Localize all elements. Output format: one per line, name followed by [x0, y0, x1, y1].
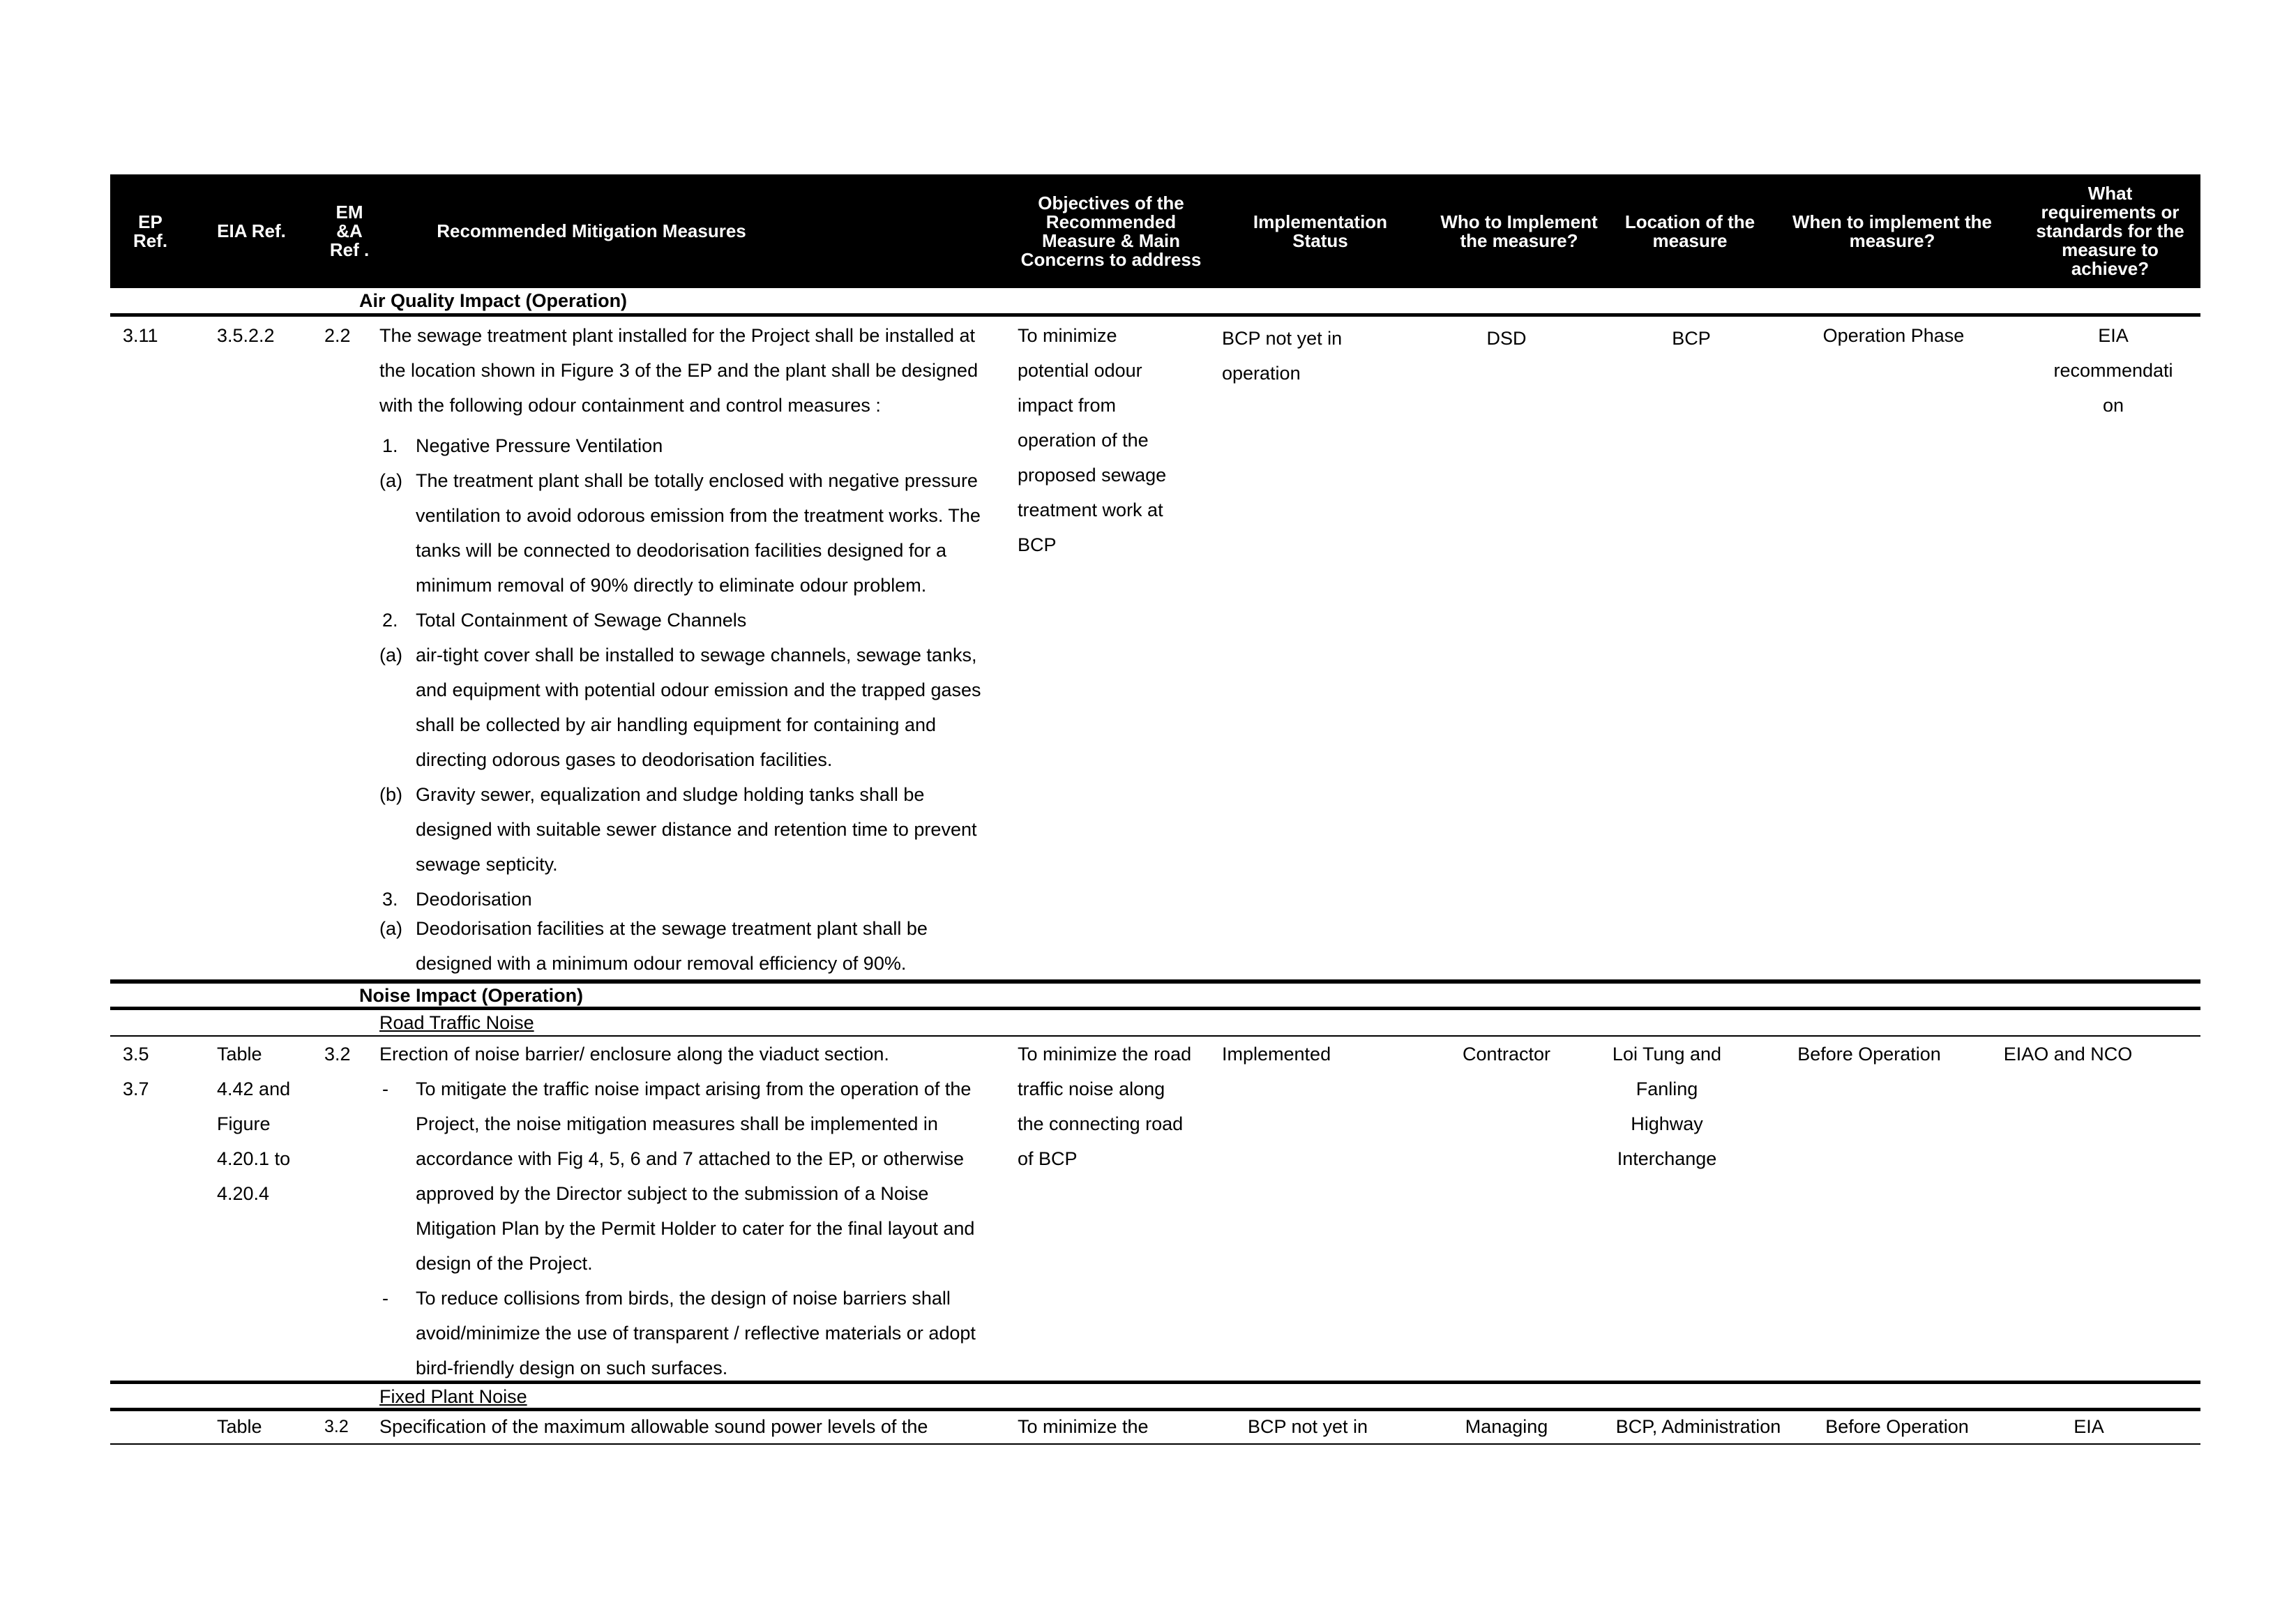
list-item	[416, 911, 928, 981]
fixed-measure: Specification of the maximum allowable sound power levels of the	[379, 1416, 928, 1437]
fixed-requirements: EIA	[2074, 1416, 2104, 1437]
text-line: avoid/minimize the use of transparent / reflective materials or adopt	[416, 1323, 976, 1344]
text-line: ventilation to avoid odorous emission from the treatment works. The	[416, 505, 981, 526]
subsection-fixed-plant-noise: Fixed Plant Noise	[379, 1386, 527, 1407]
text-line: 4.20.4	[217, 1183, 270, 1204]
list-item	[416, 463, 981, 603]
air-ep-ref: 3.11	[123, 325, 158, 346]
noise-ema-ref: 3.2	[324, 1044, 351, 1065]
noise-measure-intro: Erection of noise barrier/ enclosure along the viaduct section.	[379, 1044, 889, 1065]
text-line: air-tight cover shall be installed to sewage channels, sewage tanks,	[416, 645, 977, 666]
fixed-location: BCP, Administration	[1615, 1416, 1781, 1437]
header-eia-ref: EIA Ref.	[217, 220, 286, 241]
text-line: Negative Pressure Ventilation	[416, 435, 663, 456]
text-line: Mitigation Plan by the Permit Holder to cater for the final layout and	[416, 1218, 975, 1239]
text-line: Highway	[1631, 1113, 1703, 1134]
text-line: minimum removal of 90% directly to eliminate odour problem.	[416, 575, 927, 596]
text-line: The treatment plant shall be totally enclosed with negative pressure	[416, 470, 978, 491]
row-rule	[110, 1381, 2200, 1384]
text-line: 4.20.1 to	[217, 1148, 291, 1169]
noise-location	[1597, 1037, 1737, 1176]
text-line: treatment work at	[1018, 499, 1163, 520]
text-line: designed with suitable sewer distance and retention time to prevent	[416, 819, 977, 840]
text-line: Figure	[217, 1113, 271, 1134]
noise-status: Implemented	[1222, 1044, 1331, 1065]
text-line: approved by the Director subject to the submission of a Noise	[416, 1183, 929, 1204]
list-item	[416, 1072, 974, 1281]
text-line: proposed sewage	[1018, 465, 1167, 486]
text-line: the connecting road	[1018, 1113, 1184, 1134]
air-location: BCP	[1672, 328, 1711, 349]
header-objectives	[1010, 174, 1212, 288]
list-item	[416, 777, 976, 882]
list-marker: (a)	[379, 470, 402, 491]
air-eia-ref: 3.5.2.2	[217, 325, 275, 346]
text-line: To mitigate the traffic noise impact arising from the operation of the	[416, 1078, 972, 1099]
text-line: To minimize the road	[1018, 1044, 1192, 1065]
text-line: Loi Tung and	[1612, 1044, 1722, 1065]
fixed-status: BCP not yet in	[1247, 1416, 1368, 1437]
header-text: Location of the measure	[1624, 211, 1755, 251]
list-item	[416, 428, 663, 463]
text-line: and equipment with potential odour emission and the trapped gases	[416, 679, 981, 700]
text-line: accordance with Fig 4, 5, 6 and 7 attached to the EP, or otherwise	[416, 1148, 964, 1169]
header-ema-ref	[318, 174, 381, 288]
list-marker: (a)	[379, 918, 402, 939]
bullet-marker: -	[382, 1078, 388, 1099]
text-line: Deodorisation	[416, 889, 532, 910]
text-line: 3.5	[123, 1044, 149, 1065]
noise-requirements: EIAO and NCO	[2003, 1044, 2133, 1065]
text-line: Gravity sewer, equalization and sludge holding tanks shall be	[416, 784, 925, 805]
section-title-noise: Noise Impact (Operation)	[359, 985, 584, 1006]
list-item	[416, 603, 746, 638]
noise-objectives	[1018, 1037, 1191, 1176]
text-line: with the following odour containment and control measures :	[379, 395, 881, 416]
list-marker: (a)	[379, 645, 402, 666]
text-line: the location shown in Figure 3 of the EP and the plant shall be designed	[379, 360, 979, 381]
air-when: Operation Phase	[1822, 325, 1965, 346]
list-marker: (b)	[379, 784, 402, 805]
header-text: When to implement the measure?	[1792, 211, 1992, 251]
text-line: traffic noise along	[1018, 1078, 1165, 1099]
text-line: 3.7	[123, 1078, 149, 1099]
text-line: recommendati	[2053, 360, 2173, 381]
text-line: To minimize	[1018, 325, 1117, 346]
header-text: Who to Implement the measure?	[1440, 211, 1598, 251]
header-text: EM &A Ref .	[329, 202, 370, 260]
table-header	[110, 174, 2200, 288]
text-line: BCP not yet in	[1222, 328, 1343, 349]
text-line: To reduce collisions from birds, the design of noise barriers shall	[416, 1288, 951, 1309]
header-requirements	[2021, 174, 2199, 288]
header-text: What requirements or standards for the measure to achieve?	[2036, 183, 2184, 279]
list-marker: 1.	[382, 435, 398, 456]
air-who: DSD	[1486, 328, 1527, 349]
fixed-who: Managing	[1465, 1416, 1548, 1437]
text-line: sewage septicity.	[416, 854, 558, 875]
header-ep-ref	[117, 174, 183, 288]
fixed-when: Before Operation	[1825, 1416, 1969, 1437]
section-rule	[110, 313, 2200, 317]
header-status	[1216, 174, 1425, 288]
header-text: Implementation Status	[1253, 211, 1388, 251]
air-ema-ref: 2.2	[324, 325, 351, 346]
text-line: operation	[1222, 363, 1301, 384]
list-item	[416, 1281, 976, 1385]
header-text: EP Ref.	[133, 211, 168, 251]
bullet-marker: -	[382, 1288, 388, 1309]
fixed-objectives: To minimize the	[1018, 1416, 1149, 1437]
fixed-eia-ref: Table	[217, 1416, 262, 1437]
header-who	[1421, 174, 1617, 288]
air-measure-intro	[379, 318, 1007, 423]
text-line: BCP	[1018, 534, 1057, 555]
fixed-ema-ref: 3.2	[324, 1417, 349, 1436]
text-line: 4.42 and	[217, 1078, 291, 1099]
row-rule	[110, 1443, 2200, 1445]
air-objectives	[1018, 318, 1166, 562]
text-line: operation of the	[1018, 430, 1149, 451]
text-line: Interchange	[1617, 1148, 1717, 1169]
noise-who: Contractor	[1462, 1044, 1551, 1065]
air-status	[1222, 321, 1342, 391]
section-rule	[110, 1007, 2200, 1010]
text-line: designed with a minimum odour removal efficiency of 90%.	[416, 953, 907, 974]
header-location	[1603, 174, 1777, 288]
text-line: directing odorous gases to deodorisation facilities.	[416, 749, 833, 770]
text-line: bird-friendly design on such surfaces.	[416, 1358, 728, 1378]
air-requirements	[2044, 318, 2183, 423]
noise-ep-ref	[123, 1037, 149, 1106]
list-marker: 3.	[382, 889, 398, 910]
section-title-air-quality: Air Quality Impact (Operation)	[359, 290, 628, 311]
text-line: on	[2102, 395, 2124, 416]
text-line: The sewage treatment plant installed for the Project shall be installed at	[379, 325, 975, 346]
noise-eia-ref	[217, 1037, 290, 1211]
text-line: Project, the noise mitigation measures shall be implemented in	[416, 1113, 938, 1134]
text-line: Total Containment of Sewage Channels	[416, 610, 747, 631]
text-line: potential odour	[1018, 360, 1142, 381]
text-line: shall be collected by air handling equipment for containing and	[416, 714, 936, 735]
subsection-road-traffic-noise: Road Traffic Noise	[379, 1012, 534, 1033]
text-line: Deodorisation facilities at the sewage treatment plant shall be	[416, 918, 928, 939]
text-line: of BCP	[1018, 1148, 1078, 1169]
list-item	[416, 638, 981, 777]
header-measures: Recommended Mitigation Measures	[437, 220, 746, 241]
header-text: Objectives of the Recommended Measure & Main Concerns to address	[1020, 192, 1202, 270]
text-line: Table	[217, 1044, 262, 1065]
text-line: EIA	[2098, 325, 2129, 346]
header-when	[1774, 174, 2011, 288]
noise-when: Before Operation	[1797, 1044, 1941, 1065]
text-line: Fanling	[1636, 1078, 1698, 1099]
text-line: design of the Project.	[416, 1253, 593, 1274]
text-line: tanks will be connected to deodorisation facilities designed for a	[416, 540, 946, 561]
list-marker: 2.	[382, 610, 398, 631]
text-line: impact from	[1018, 395, 1117, 416]
